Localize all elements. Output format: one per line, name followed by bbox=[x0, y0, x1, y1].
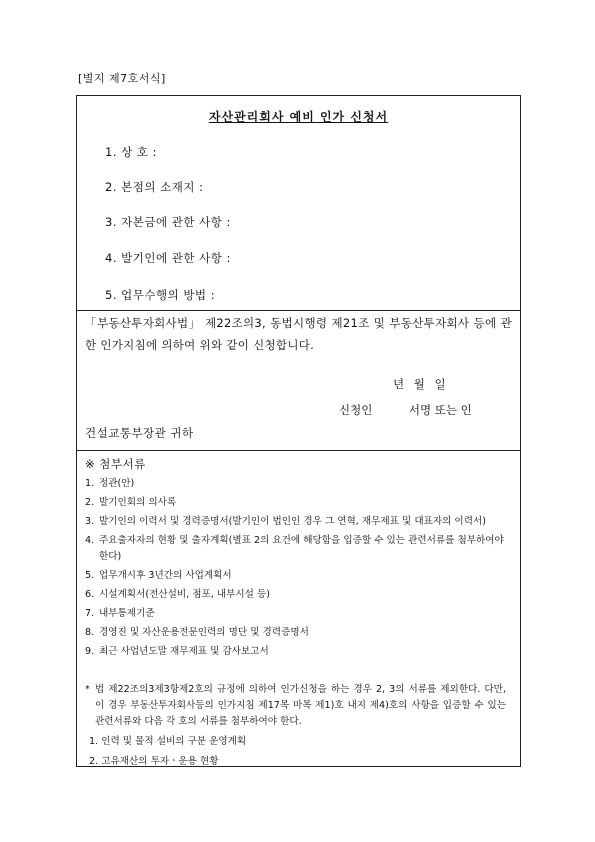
field-capital: 3. 자본금에 관한 사항 : bbox=[105, 215, 231, 229]
application-statement-section bbox=[77, 310, 520, 451]
list-item bbox=[85, 625, 506, 641]
list-item-number: 7. bbox=[85, 608, 95, 619]
list-item-text: 시설계획서(전산설비, 점포, 내부시설 등) bbox=[99, 589, 271, 600]
date-line: 년 월 일 bbox=[393, 377, 446, 391]
list-item-number: 4. bbox=[85, 535, 95, 546]
list-item bbox=[85, 587, 506, 603]
list-item-number: 2. bbox=[85, 497, 95, 508]
field-head-office-location: 2. 본점의 소재지 : bbox=[105, 180, 204, 194]
note-asterisk: * bbox=[85, 684, 90, 695]
attachments-list bbox=[85, 476, 506, 663]
list-item-number: 5. bbox=[85, 570, 95, 581]
attachments-note bbox=[85, 682, 506, 730]
note-text: 법 제22조의3제3항제2호의 규정에 의하여 인가신청을 하는 경우 2, 3의 서류를 제외한다. 다만, 이 경우 부동산투자회사등의 인가지침 제17목 마목 제1)호 내지 제4)호의 사항을 입증할 수 있는 관련서류와 다음 각 호의 서류를 첨부하여야 한다. bbox=[95, 684, 506, 727]
list-item bbox=[85, 495, 506, 511]
list-item-text: 최근 사업년도말 재무제표 및 감사보고서 bbox=[99, 646, 269, 657]
application-form bbox=[76, 95, 521, 767]
form-fields-section bbox=[77, 96, 520, 311]
list-item bbox=[85, 606, 506, 622]
field-company-name: 1. 상 호 : bbox=[105, 145, 158, 159]
form-number-label: [별지 제7호서식] bbox=[78, 72, 166, 85]
list-item-number: 9. bbox=[85, 646, 95, 657]
list-item-text: 발기인의 이력서 및 경력증명서(발기인이 법인인 경우 그 연혁, 재무제표 및 대표자의 이력서) bbox=[99, 516, 486, 527]
list-item-number: 1. bbox=[85, 478, 95, 489]
field-promoters: 4. 발기인에 관한 사항 : bbox=[105, 251, 231, 265]
form-title: 자산관리회사 예비 인가 신청서 bbox=[208, 110, 389, 124]
list-item bbox=[85, 514, 506, 530]
application-paragraph: 「부동산투자회사법」 제22조의3, 동법시행령 제21조 및 부동산투자회사 등에 관한 인가지침에 의하여 위와 같이 신청합니다. bbox=[85, 316, 512, 352]
list-item-text: 내부통제기준 bbox=[99, 608, 155, 619]
list-item bbox=[85, 476, 506, 492]
signature-line: 신청인 서명 또는 인 bbox=[339, 403, 472, 417]
addressee: 건설교통부장관 귀하 bbox=[85, 426, 194, 440]
list-item-text: 경영진 및 자산운용전문인력의 명단 및 경력증명서 bbox=[99, 627, 309, 638]
attachments-heading: ※ 첨부서류 bbox=[85, 457, 146, 471]
list-item bbox=[85, 568, 506, 584]
list-item-text: 업무개시후 3년간의 사업계획서 bbox=[99, 570, 232, 581]
list-item: 1. 인력 및 물적 설비의 구분 운영계획 bbox=[89, 736, 247, 747]
list-item-number: 8. bbox=[85, 627, 95, 638]
attachments-section bbox=[77, 450, 520, 766]
field-business-method: 5. 업무수행의 방법 : bbox=[105, 288, 216, 302]
list-item bbox=[85, 533, 506, 565]
note-items-list bbox=[89, 734, 246, 774]
list-item-text: 주요출자자의 현황 및 출자계획(별표 2의 요건에 해당함을 입증할 수 있는 관련서류를 첨부하여야 한다) bbox=[99, 535, 504, 562]
list-item-number: 3. bbox=[85, 516, 95, 527]
list-item: 2. 고유재산의 투자ㆍ운용 현황 bbox=[89, 756, 219, 767]
list-item bbox=[85, 644, 506, 660]
list-item-text: 정관(안) bbox=[99, 478, 135, 489]
list-item-text: 발기인회의 의사록 bbox=[99, 497, 177, 508]
list-item-number: 6. bbox=[85, 589, 95, 600]
